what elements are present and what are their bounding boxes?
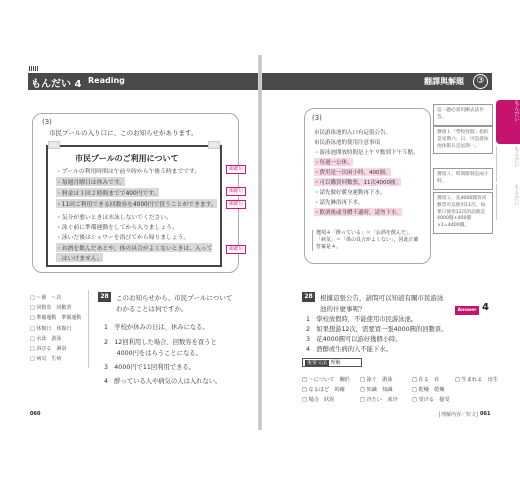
notice-line: ・お酒を飲んだあとや、体の具合がよくないときは、入って xyxy=(56,243,212,252)
notice-line: ・毎週月曜日は休みです。 xyxy=(56,177,125,186)
left-header-title: もんだい 4 xyxy=(31,79,82,90)
grammar-item: □ なるほど 的確 xyxy=(302,387,345,393)
hint-callout: 這一題必須用刪去法作答。 xyxy=(433,104,493,126)
left-option: 4 酔っている人や病気の人は入れない。 xyxy=(104,378,222,385)
hint-callout: 選項１「學校放假」指的是星期六、日，可是游泳池休館日是星期一。 xyxy=(433,126,493,154)
vocab-list xyxy=(30,294,84,365)
right-option: 1 學校放假時，不能使用市民游泳池。 xyxy=(306,316,418,323)
grammar-item: □ ～について 關於 xyxy=(302,377,350,383)
notice-intro: 市民プールの入り口に、このお知らせがあります。 xyxy=(49,129,198,137)
side-tab-active[interactable]: もんだい xyxy=(496,100,520,144)
left-header xyxy=(28,73,258,90)
left-option: 4000円をはらうことになる。 xyxy=(104,350,202,357)
left-question-label: (3) xyxy=(42,118,52,126)
book-spine xyxy=(258,55,262,430)
grammar-item: □ 乾燥 乾燥 xyxy=(412,387,445,393)
translation-line: 市民游泳池的入口有這張公告。 xyxy=(314,130,392,136)
grammar-item: □ 泳ぐ 游泳 xyxy=(360,377,393,383)
grammar-label: 重要文法 xyxy=(307,360,328,366)
notice-line: ・11回ご利用できる回数券を4000円で買うことができます。 xyxy=(56,199,217,208)
notice-line: ・泳いだ後はシャワーを浴びてから帰りましょう。 xyxy=(56,235,190,241)
vocab-item: □ 病気 生病 xyxy=(30,356,62,363)
right-footer-label: │理解內容／短文│ xyxy=(438,412,480,418)
tape-pin-right xyxy=(208,141,220,149)
translation-line: ・游泳池開放時間是上午９點到下午５點。 xyxy=(314,150,419,156)
vocab-item: □ 回数券 回數票 xyxy=(30,305,72,312)
right-header xyxy=(262,73,492,90)
right-question-number: 28 xyxy=(302,292,315,302)
grammar-item: □ 知識 知識 xyxy=(360,387,393,393)
left-option: 3 4000円で11回利用できる。 xyxy=(104,364,196,371)
grammar-sublabel: 理解 xyxy=(330,360,341,366)
notice-line: ・気分が悪いときは水泳しないでください。 xyxy=(56,215,172,221)
notice-line: ・プールの利用時間は午前９時から午後５時までです。 xyxy=(56,169,201,175)
left-option: 2 12回利用した場合、回数券を買うと xyxy=(104,339,217,346)
key-sentence-tag: 關鍵句 xyxy=(226,165,246,174)
grammar-header xyxy=(302,358,362,367)
right-question-text: 池的什麼事呢？ xyxy=(320,305,366,313)
right-option: 4 酒醉或生病的人不能下水。 xyxy=(306,346,392,353)
notice-line: はいけません。 xyxy=(56,253,103,262)
vocab-item: □ 浴びる 淋浴 xyxy=(30,345,67,352)
grammar-item: □ 場合 狀況 xyxy=(302,397,335,403)
translation-line: ・費用是一次兩小時，400圓。 xyxy=(314,170,391,176)
right-option: 2 如果想游12次，需要買一張4000圓的回數票。 xyxy=(306,326,448,333)
right-question-label: (3) xyxy=(312,114,322,122)
grammar-item: □ 在る 在 xyxy=(412,377,440,383)
divider xyxy=(88,290,89,368)
grammar-item: □ 生まれる 出生 xyxy=(455,377,498,383)
side-tab[interactable]: もんだい xyxy=(496,184,520,220)
right-question-text: 根據這張公告，請問可以知道有關市民游泳 xyxy=(320,294,444,302)
translation-line: ・請先淋浴再下水。 xyxy=(314,200,364,206)
translation-line: ・每週一公休。 xyxy=(314,160,353,166)
key-sentence-tag: 關鍵句 xyxy=(226,200,246,209)
grammar-item: □ 冷たい 冰冷 xyxy=(360,397,398,403)
tape-pin-left xyxy=(48,141,60,149)
vocab-item: □ ～節 ～次 xyxy=(30,295,62,301)
left-page-number: 060 xyxy=(30,411,41,417)
translation-line: ・請先做好暖身運動再下水。 xyxy=(314,190,386,196)
vocab-item: □ 休館日 休館日 xyxy=(30,325,72,332)
header-decoration xyxy=(29,66,38,71)
grammar-item: □ 受ける 接受 xyxy=(412,397,450,403)
left-question-text: このお知らせから、市民プールについて xyxy=(116,294,233,302)
left-question-number: 28 xyxy=(98,292,111,302)
translation-line: ・飲酒後或身體不適時，請勿下水。 xyxy=(314,210,403,216)
key-sentence-tag: 關鍵句 xyxy=(226,187,246,196)
notice-title: 市民プールのご利用について xyxy=(75,154,179,163)
right-header-title: 翻譯與解題 xyxy=(424,77,464,86)
vocab-item: □ 水泳 游泳 xyxy=(30,335,62,342)
explanation-note: 選項４「酔っている」＝「お酒を飲んだ」，「病気」＝「体の具合がよくない」，因此正確答案是４。 xyxy=(312,230,420,251)
left-question-text: わかることは何ですか。 xyxy=(116,305,188,313)
answer-badge: Answer xyxy=(455,306,479,315)
key-sentence-tag: 關鍵句 xyxy=(226,245,246,254)
translation-line: ・可以購買回數票，11次4000圓。 xyxy=(314,180,401,186)
side-tab[interactable]: もんだい xyxy=(496,146,520,182)
notice-line: ・料金は１回２時間までで400円です。 xyxy=(56,188,159,197)
answer-value: 4 xyxy=(482,302,489,313)
vocab-item: □ 準備運動 準備運動 xyxy=(30,315,82,322)
right-page-number: 061 xyxy=(480,411,491,417)
hint-callout: 選項３，時間限制是兩小時。 xyxy=(433,168,493,190)
left-option: 1 学校が休みの日は、休みになる。 xyxy=(104,324,209,331)
notice-line: ・泳ぐ前に準備運動をしてから入りましょう。 xyxy=(56,225,178,231)
left-header-subtitle: Reading xyxy=(88,76,125,85)
translation-line: 市民游泳池的使用注意事項 xyxy=(314,140,381,146)
right-option: 3 花4000圓可以游好幾個小時。 xyxy=(306,336,402,343)
hint-callout: 選項２，花4000圓買回數票可以使用11次，如果只使用12次的話就是4000圓+400圓×1=4400圓。 xyxy=(433,192,493,234)
right-header-number: ③ xyxy=(473,74,488,89)
